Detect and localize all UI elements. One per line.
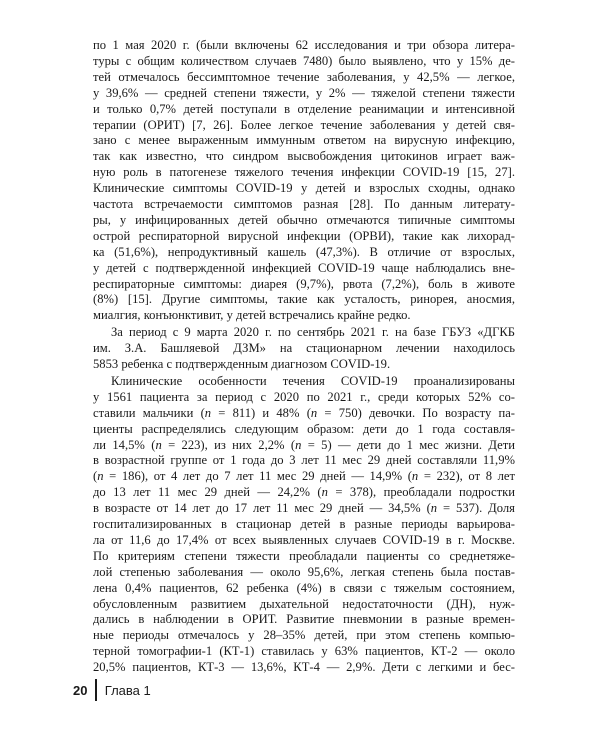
text-line: им. З.А. Башляевой ДЗМ» на стационарном лечении находилось — [93, 341, 515, 356]
text-line: туры с общим количеством случаев 7480) было выявлено, что у 15% де- — [93, 53, 515, 68]
footer-divider — [95, 679, 96, 701]
text-line: По критериям степени тяжести преобладали пациенты со среднетяже- — [93, 548, 515, 563]
text-line: у 39,6% — средней степени тяжести, у 2% — тяжелой степени тяжести — [93, 85, 515, 100]
text-line: обусловленным развитием дыхательной недостаточности (ДН), нуж- — [93, 596, 515, 611]
text-line: Клинические особенности течения COVID-19 проанализированы — [111, 373, 515, 388]
text-line: Клинические симптомы COVID-19 у детей и взрослых сходны, однако — [93, 181, 515, 196]
text-line: частота встречаемости симптомов разная [28]. По данным литерату- — [93, 197, 515, 211]
text-line: ную роль в патогенезе тяжелого течения инфекции COVID-19 [15, 27]. — [93, 165, 515, 180]
text-line: по 1 мая 2020 г. (были включены 62 исследования и три обзора литера- — [93, 38, 515, 52]
text-line: ла от 11,6 до 17,4% от всех выявленных случаев COVID-19 в г. Москве. — [93, 532, 515, 547]
text-line: ные периоды отмечалось у 28–35% детей, при этом степень компью- — [93, 628, 515, 643]
page-number: 20 — [73, 682, 88, 698]
text-line: лена 0,4% пациентов, 62 ребенка (4%) в связи с тяжелым состоянием, — [93, 580, 515, 595]
text-line: ли 14,5% (n = 223), из них 2,2% (n = 5) — дети до 1 мес жизни. Дети — [93, 437, 515, 452]
text-line: респираторные симптомы: диарея (9,7%), рвота (7,2%), боль в животе — [93, 276, 515, 291]
text-line: ка (51,6%), непродуктивный кашель (47,3%). В отличие от взрослых, — [93, 244, 515, 259]
text-line: до 13 лет 11 мес 29 дней — 24,2% (n = 378), преобладали подростки — [93, 485, 515, 500]
text-line: у детей с подтвержденной инфекцией COVID-19 чаще наблюдались вне- — [93, 260, 515, 275]
page-footer — [73, 680, 151, 700]
chapter-label: Глава 1 — [104, 682, 151, 698]
text-line: (n = 186), от 4 лет до 7 лет 11 мес 29 дней — 14,9% (n = 232), от 8 лет — [93, 469, 516, 484]
text-line: 5853 ребенка с подтвержденным диагнозом COVID-19. — [93, 357, 391, 371]
text-line: госпитализированных в стационар детей в разные периоды варьирова- — [93, 517, 515, 531]
text-line: так как известно, что синдром высвобождения цитокинов играет важ- — [93, 149, 515, 164]
text-line: миалгия, конъюнктивит, у детей встречались крайне редко. — [93, 308, 411, 323]
text-line: у 1561 пациента за период с 2020 по 2021 г., среди которых 52% со- — [93, 389, 515, 404]
text-line: ставили мальчики (n = 811) и 48% (n = 750) девочки. По возрасту па- — [93, 405, 516, 420]
text-line: зано с менее выраженным иммунным ответом на вирусную инфекцию, — [93, 133, 515, 148]
text-line: терной томографии-1 (КТ-1) ставилась у 63% пациентов, КТ-2 — около — [93, 644, 515, 659]
text-line: тей отмечалось бессимптомное течение заболевания, у 42,5% — легкое, — [93, 69, 515, 84]
text-line: (8%) [15]. Другие симптомы, такие как усталость, ринорея, аносмия, — [93, 292, 515, 307]
text-line: терапии (ОРИТ) [7, 26]. Более легкое течение заболевания у детей свя- — [93, 117, 515, 132]
text-line: в возрасте от 14 лет до 17 лет 11 мес 29 дней — 34,5% (n = 537). Доля — [93, 501, 515, 516]
text-line: циенты распределялись следующим образом: дети до 1 года составля- — [93, 421, 515, 436]
text-line: дались в наблюдении в ОРИТ. Развитие пневмонии в разные времен- — [93, 612, 515, 627]
text-line: 20,5% пациентов, КТ-3 — 13,6%, КТ-4 — 2,9%. Дети с легкими и бес- — [93, 660, 515, 675]
text-line: лой степенью заболевания — около 95,6%, легкая степень была постав- — [93, 564, 515, 579]
text-line: За период с 9 марта 2020 г. по сентябрь 2021 г. на базе ГБУЗ «ДГКБ — [111, 325, 515, 340]
text-line: и только 0,7% детей поступали в отделение реанимации и интенсивной — [93, 101, 515, 116]
text-line: острой респираторной вирусной инфекции (ОРВИ), такие как лихорад- — [93, 228, 515, 243]
text-line: в возрастной группе от 1 года до 3 лет 11 мес 29 дней составляли 11,9% — [93, 453, 515, 468]
text-line: ры, у инфицированных детей обычно отмечаются типичные симптомы — [93, 212, 515, 227]
